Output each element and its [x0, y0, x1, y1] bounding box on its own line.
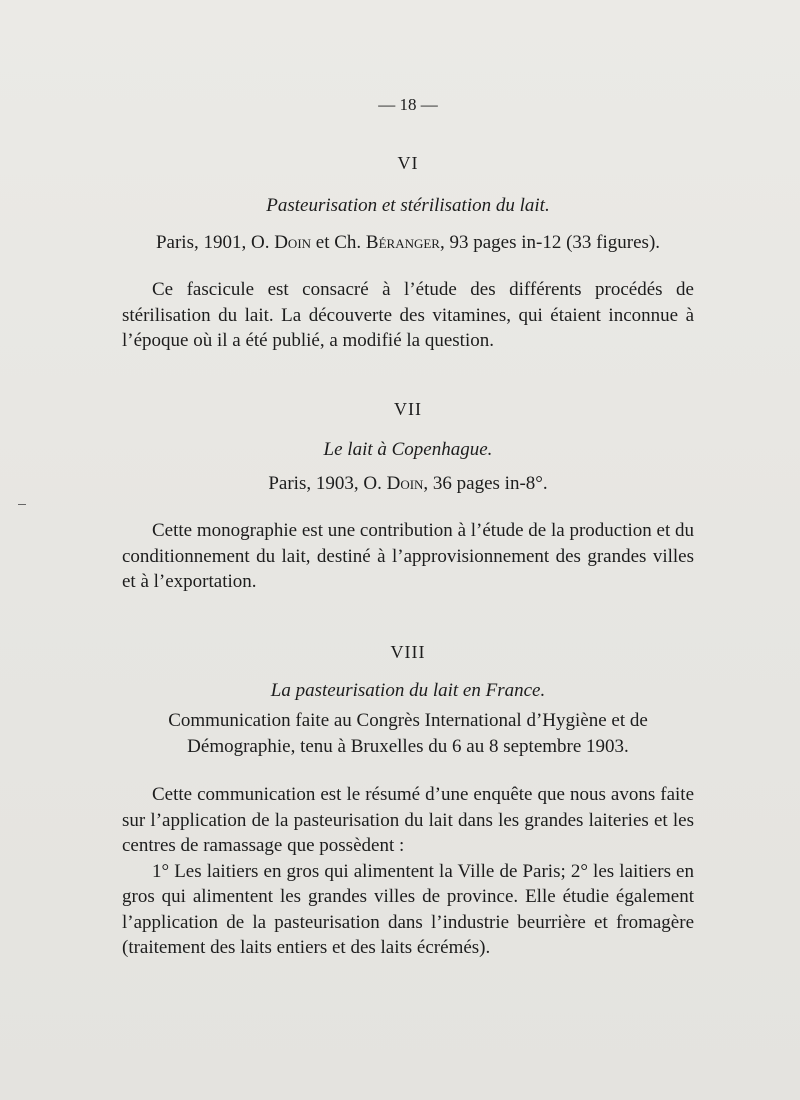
ref-text: et Ch. [311, 232, 366, 253]
section-viii-title: La pasteurisation du lait en France. [270, 680, 546, 701]
paragraph: Cette monographie est une contribution à l’étude de la production et du conditionnement du lait, destiné à l’approvisionnement des grandes villes et à l’exportation. [122, 520, 694, 592]
ref-line: Communication faite au Congrès International d’Hygiène et de [168, 710, 648, 731]
section-vii-reference [122, 471, 694, 497]
paragraph: Ce fascicule est consacré à l’étude des différents procédés de stérilisation du lait. La découverte des vitamines, qui étaient inconnue à l’époque où il a été publié, a modifié la question. [122, 279, 694, 351]
section-viii-body [122, 782, 694, 961]
ref-text: Paris, 1903, O. [268, 473, 387, 494]
section-vii-body [122, 518, 694, 595]
section-vi-body [122, 277, 694, 354]
paragraph: 1° Les laitiers en gros qui alimentent la Ville de Paris; 2° les laitiers en gros qui alimentent les grandes villes de province. Elle étudie également l’application de la pasteurisation dans l’industrie beurrière et fromagère (traitement des laits entiers et des laits écrémés). [122, 860, 694, 958]
section-vi-title: Pasteurisation et stérilisation du lait. [266, 195, 550, 216]
ref-author: Doin [386, 473, 424, 494]
paragraph: Cette communication est le résumé d’une enquête que nous avons faite sur l’application de la pasteurisation du lait dans les grandes laiteries et les centres de ramassage que possèdent : [122, 784, 694, 856]
ref-line: Démographie, tenu à Bruxelles du 6 au 8 septembre 1903. [187, 735, 629, 757]
ref-text: , 36 pages in-8°. [423, 473, 548, 494]
section-viii-numeral: VIII [390, 642, 426, 662]
section-vi-reference [122, 230, 694, 256]
page-number: — 18 — [378, 95, 438, 114]
section-vi-numeral: VI [397, 153, 419, 173]
section-viii-reference [122, 708, 694, 759]
ref-text: Paris, 1901, O. [155, 232, 275, 253]
ref-author: Doin [274, 232, 312, 253]
section-vii-numeral: VII [394, 399, 422, 419]
margin-mark [18, 504, 26, 505]
section-vii-title: Le lait à Copenhague. [323, 439, 493, 460]
ref-text: , 93 pages in-12 (33 figures). [439, 232, 661, 253]
ref-author: Béranger [365, 232, 440, 253]
